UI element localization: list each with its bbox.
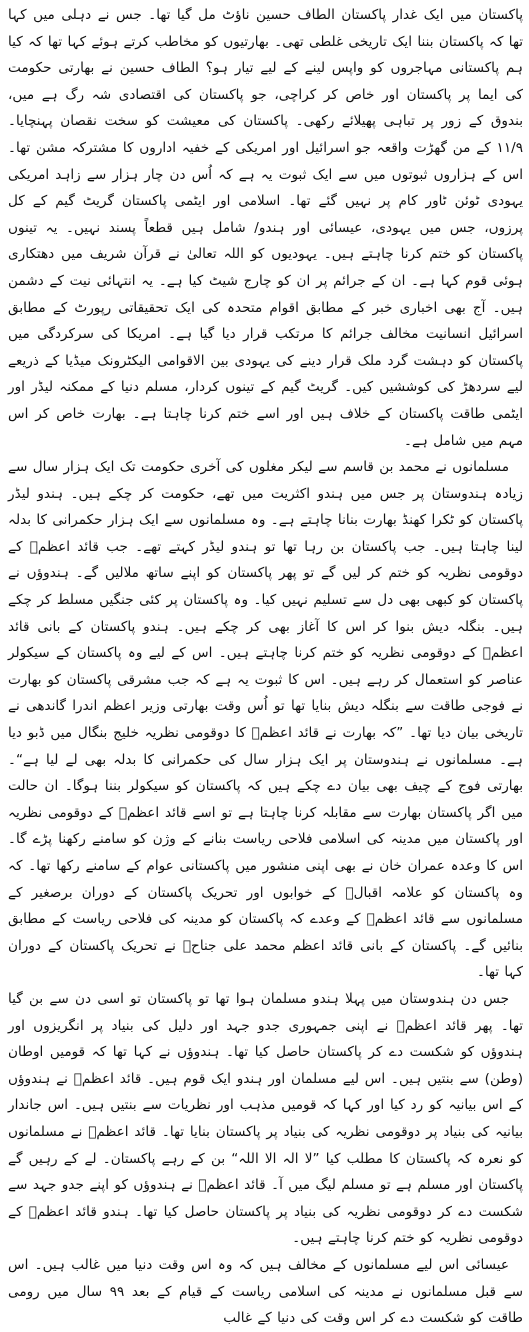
article-body [8, 2, 523, 1332]
paragraph-altaf-hussain-and-great-game: پاکستان میں ایک غدار پاکستان الطاف حسین ناؤٹ مل گیا تھا۔ جس نے دہلی میں کہا تھا کہ پاکستان بننا ایک تاریخی غلطی تھی۔ بھارتیوں کو مخاطب کرتے ہوئے کہا تھا کہ کیا ہم پاکستانی مہاجروں کو واپس لینے کے لیے تیار ہو؟ الطاف حسین نے بھارتی حکومت کی ایما پر پاکستان اور خاص کر کراچی، جو پاکستان کی اقتصادی شہ رگ ہے میں، بندوق کے زور پر تباہی پھیلائے رکھی۔ پاکستان کی معیشت کو سخت نقصان پہنچایا۔ ۱۱/۹ کے من گھڑت واقعہ جو اسرائیل اور امریکی کے خفیہ اداروں کا مشترکہ مشن تھا۔ اس کے ہزاروں ثبوتوں میں سے ایک ثبوت یہ ہے کہ اُس دن چار ہزار سے زاہد امریکی یہودی ٹوئن ٹاور کام پر نہیں گئے تھا۔ اسلامی اور ایٹمی پاکستان گریٹ گیم کے کل پرزوں، جس میں یہودی، عیسائی اور ہندو/ شامل ہیں قطعاً پسند نہیں۔ یہ تینوں پاکستان کو ختم کرنا چاہتے ہیں۔ یہودیوں کو اللہ تعالیٰ نے قرآن شریف میں دھتکاری ہوئی قوم کہا ہے۔ ان کے جرائم پر ان کو چارج شیٹ کیا ہے۔ یہ انتہائی نیت کے دشمن ہیں۔ آج بھی اخباری خبر کے مطابق اقوام متحدہ کی ایک تحقیقاتی رپورٹ کے مطابق اسرائیل انسانیت مخالف جرائم کا مرتکب قرار دیا گیا ہے۔ امریکا کی سرکردگی میں پاکستان کو دہشت گرد ملک قرار دینے کی یہودی بین الاقوامی الیکٹرونک میڈیا کے ذریعے لیے سردھڑ کی کوششیں کیں۔ گریٹ گیم کے تینوں کردار، مسلم دنیا کے ممکنہ لیڈر اور ایٹمی طاقت پاکستان کے خلاف ہیں اور اسے ختم کرنا چاہتا ہے۔ بھارت خاص کر اس مہم میں شامل ہے۔ [8, 7, 523, 449]
paragraph-christians-opposition: عیسائی اس لیے مسلمانوں کے مخالف ہیں کہ وہ اس وقت دنیا میں غالب ہیں۔ اس سے قبل مسلمانوں نے مدینہ کی اسلامی ریاست کے قیام کے بعد ۹۹ سال میں رومی طاقت کو شکست دے کر اس وقت کی دنیا کے غالب [8, 1256, 523, 1327]
paragraph-two-nation-theory-threat: مسلمانوں نے محمد بن قاسم سے لیکر مغلوں کی آخری حکومت تک ایک ہزار سال سے زیادہ ہندوستان پر جس میں ہندو اکثریت میں تھے، حکومت کر چکے ہیں۔ ہندو لیڈر پاکستان کو ٹکرا کھنڈ بھارت بنانا چاہتے ہے۔ وہ مسلمانوں سے ایک ہزار حکمرانی کا بدلہ لینا چاہتا ہیں۔ جب پاکستان بن رہا تھا تو ہندو لیڈر کہتے تھے۔ جب قائد اعظمؒ کے دوقومی نظریہ کو ختم کر لیں گے تو پھر پاکستان کو اپنے ساتھ ملالیں گے۔ ہندوؤں نے پاکستان کو کبھی بھی دل سے تسلیم نہیں کیا۔ وہ پاکستان پر کئی جنگیں مسلط کر چکے ہیں۔ بنگلہ دیش بنوا کر اس کا آغاز بھی کر چکے ہیں۔ ہندو پاکستان کے بانی قائد اعظمؒ کے دوقومی نظریہ کو ختم کرنا چاہتے ہیں۔ اس کے لیے وہ پاکستان کے سیکولر عناصر کو استعمال کر رہے ہیں۔ اس کا ثبوت یہ ہے کہ جب مشرقی پاکستان کو بھارت نے فوجی طاقت سے بنگلہ دیش بنایا تھا تو اُس وقت بھارتی وزیر اعظم اندرا گاندھی نے تاریخی بیان دیا تھا۔ ”کہ بھارت نے قائد اعظمؒ کا دوقومی نظریہ خلیج بنگال میں ڈبو دیا ہے۔ مسلمانوں نے ہندوستان پر ایک ہزار سال کی حکمرانی کا بدلہ بھی لے لیا ہے“۔ بھارتی فوج کے چیف بھی بیان دے چکے ہیں کہ پاکستان کو سیکولر بننا ہوگا۔ ان حالت میں اگر پاکستان بھارت سے مقابلہ کرنا چاہتا ہے تو اسے قائد اعظمؒ کے دوقومی نظریہ اور پاکستان میں مدینہ کی اسلامی فلاحی ریاست بنانے کے وژن کو سامنے رکھنا پڑے گا۔ اس کا وعدہ عمران خان نے بھی اپنی منشور میں پاکستانی عوام کے سامنے رکھا تھا۔ کہ وہ پاکستان کو علامہ اقبالؒ کے خوابوں اور تحریک پاکستان کے دوران برصغیر کے مسلمانوں سے قائد اعظمؒ کے وعدے کہ پاکستان کو مدینہ کی فلاحی ریاست کے مطابق بنائیں گے۔ پاکستان کے بانی قائد اعظم محمد علی جناحؒ نے تحریک پاکستان کے دوران کہا تھا۔ [8, 459, 523, 981]
paragraph-quaid-e-azam-struggle: جس دن ہندوستان میں پہلا ہندو مسلمان ہوا تھا تو پاکستان تو اسی دن سے بن گیا تھا۔ پھر قائد اعظمؒ نے اپنی جمہوری جدو جہد اور دلیل کی بنیاد پر انگریزوں اور ہندوؤں کو شکست دے کر پاکستان حاصل کیا تھا۔ ہندوؤں نے کہا تھا کہ قومیں اوطان (وطن) سے بنتیں ہیں۔ اس لیے مسلمان اور ہندو ایک قوم ہیں۔ قائد اعظمؒ نے ہندوؤں کے اس بیانیہ کو رد کیا اور کہا کہ قومیں مذہب اور نظریات سے بنتیں ہیں۔ اس جاندار بیانیہ کی بنیاد پر دوقومی نظریہ کی بنیاد پر پاکستان بنایا تھا۔ قائد اعظمؒ نے مسلمانوں کو نعرہ کہ پاکستان کا مطلب کیا ”لا الہ الا اللہ“ بن کے رہے پاکستان۔ لے کے رہیں گے پاکستان اور مسلم ہے تو مسلم لیگ میں آ۔ قائد اعظمؒ نے ہندوؤں کو اپنے جدو جہد سے شکست دے کر دوقومی نظریہ کی بنیاد پر پاکستان حاصل کیا تھا۔ ہندو قائد اعظمؒ کے دوقومی نظریہ کو ختم کرنا چاہتے ہیں۔ [8, 990, 523, 1247]
